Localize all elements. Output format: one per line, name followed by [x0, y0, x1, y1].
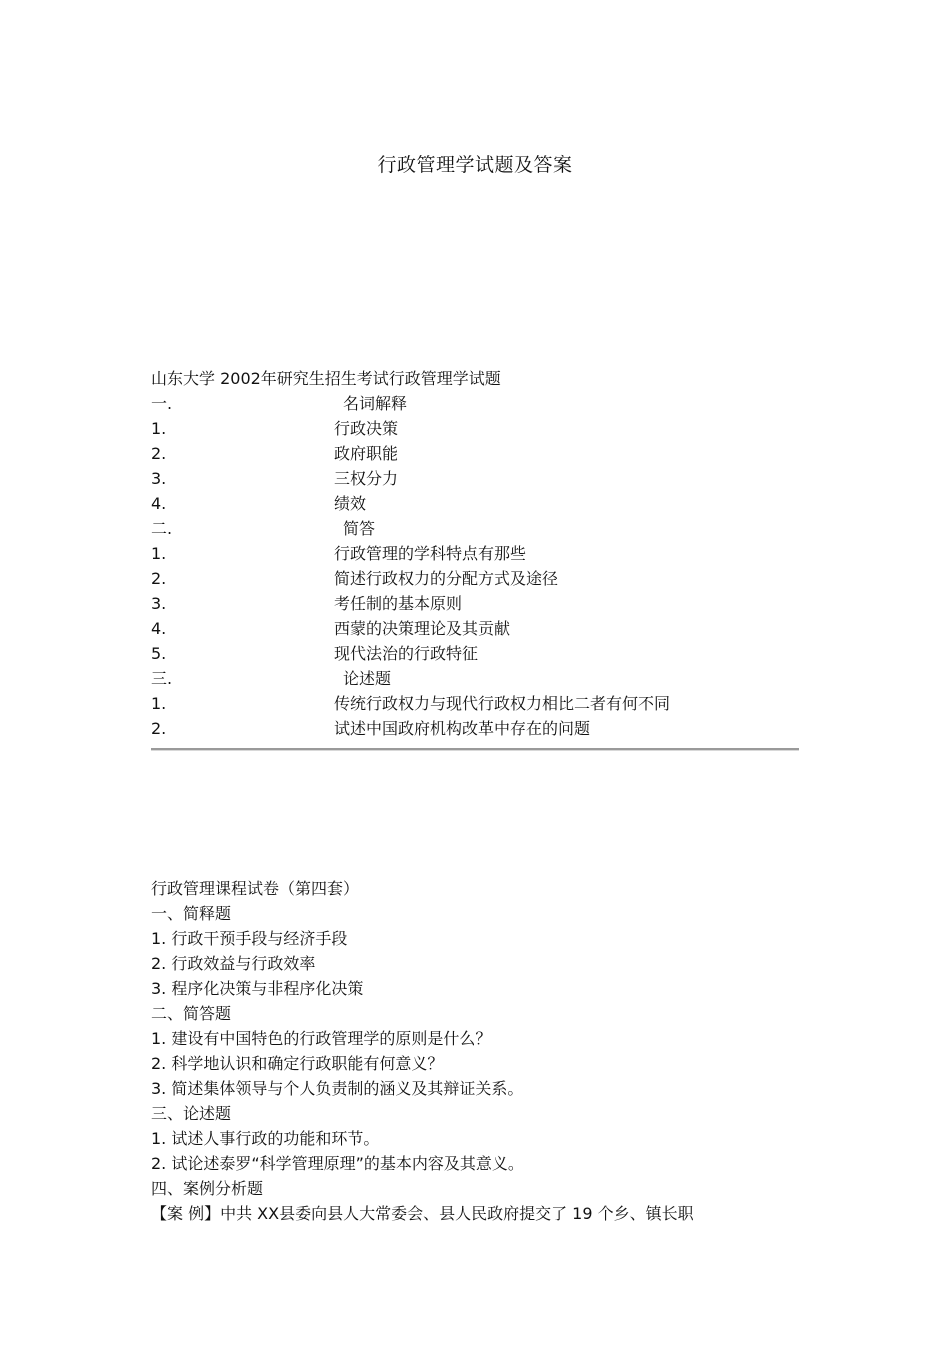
question-item: 2. 行政效益与行政效率	[151, 954, 316, 973]
question-item	[151, 716, 811, 741]
question-item: 1. 建设有中国特色的行政管理学的原则是什么？	[151, 1029, 492, 1048]
section-heading	[151, 391, 811, 416]
section-heading: 三、论述题	[151, 1104, 232, 1123]
question-item: 3. 简述集体领导与个人负责制的涵义及其辩证关系。	[151, 1079, 524, 1098]
question-text: 考任制的基本原则	[334, 594, 463, 613]
question-item	[151, 691, 811, 716]
question-text: 试述中国政府机构改革中存在的问题	[334, 719, 591, 738]
question-text: 绩效	[334, 494, 367, 513]
question-item	[151, 466, 811, 491]
question-text: 三权分力	[334, 469, 399, 488]
question-item: 3. 程序化决策与非程序化决策	[151, 979, 364, 998]
question-text: 现代法治的行政特征	[334, 644, 479, 663]
section-title: 名词解释	[343, 394, 408, 413]
question-item	[151, 566, 811, 591]
section-number: 三.	[151, 669, 173, 688]
document-title: 行政管理学试题及答案	[377, 154, 573, 176]
question-text: 西蒙的决策理论及其贡献	[334, 619, 511, 638]
question-item	[151, 441, 811, 466]
question-text: 简述行政权力的分配方式及途径	[334, 569, 559, 588]
question-number: 1.	[151, 419, 167, 438]
question-item: 2. 试论述泰罗“科学管理原理”的基本内容及其意义。	[151, 1154, 524, 1173]
question-number: 2.	[151, 569, 167, 588]
case-text: 【案 例】中共 XX县委向县人大常委会、县人民政府提交了 19 个乡、镇长职	[151, 1204, 694, 1223]
question-number: 2.	[151, 444, 167, 463]
question-text: 行政管理的学科特点有那些	[334, 544, 527, 563]
question-number: 5.	[151, 644, 167, 663]
question-text: 传统行政权力与现代行政权力相比二者有何不同	[334, 694, 671, 713]
question-number: 4.	[151, 619, 167, 638]
question-number: 1.	[151, 694, 167, 713]
section-title: 论述题	[343, 669, 392, 688]
question-number: 1.	[151, 544, 167, 563]
section-heading	[151, 516, 811, 541]
question-item: 2. 科学地认识和确定行政职能有何意义？	[151, 1054, 444, 1073]
exam-header: 山东大学 2002年研究生招生考试行政管理学试题	[151, 369, 501, 388]
question-item	[151, 616, 811, 641]
section-heading: 二、简答题	[151, 1004, 232, 1023]
section-divider	[151, 748, 799, 750]
exam-header: 行政管理课程试卷（第四套）	[151, 879, 360, 898]
question-item	[151, 541, 811, 566]
section-number: 二.	[151, 519, 173, 538]
question-item	[151, 591, 811, 616]
question-item	[151, 491, 811, 516]
question-item	[151, 416, 811, 441]
section-heading: 一、简释题	[151, 904, 232, 923]
question-text: 行政决策	[334, 419, 399, 438]
question-number: 3.	[151, 469, 167, 488]
section-heading: 四、案例分析题	[151, 1179, 264, 1198]
question-item: 1. 试述人事行政的功能和环节。	[151, 1129, 380, 1148]
question-text: 政府职能	[334, 444, 399, 463]
question-number: 3.	[151, 594, 167, 613]
section-number: 一.	[151, 394, 173, 413]
section-heading	[151, 666, 811, 691]
question-item	[151, 641, 811, 666]
section-title: 简答	[343, 519, 376, 538]
exam-section-set-four	[151, 876, 831, 1226]
exam-section-shandong	[151, 366, 811, 741]
question-number: 2.	[151, 719, 167, 738]
question-number: 4.	[151, 494, 167, 513]
question-item: 1. 行政干预手段与经济手段	[151, 929, 348, 948]
